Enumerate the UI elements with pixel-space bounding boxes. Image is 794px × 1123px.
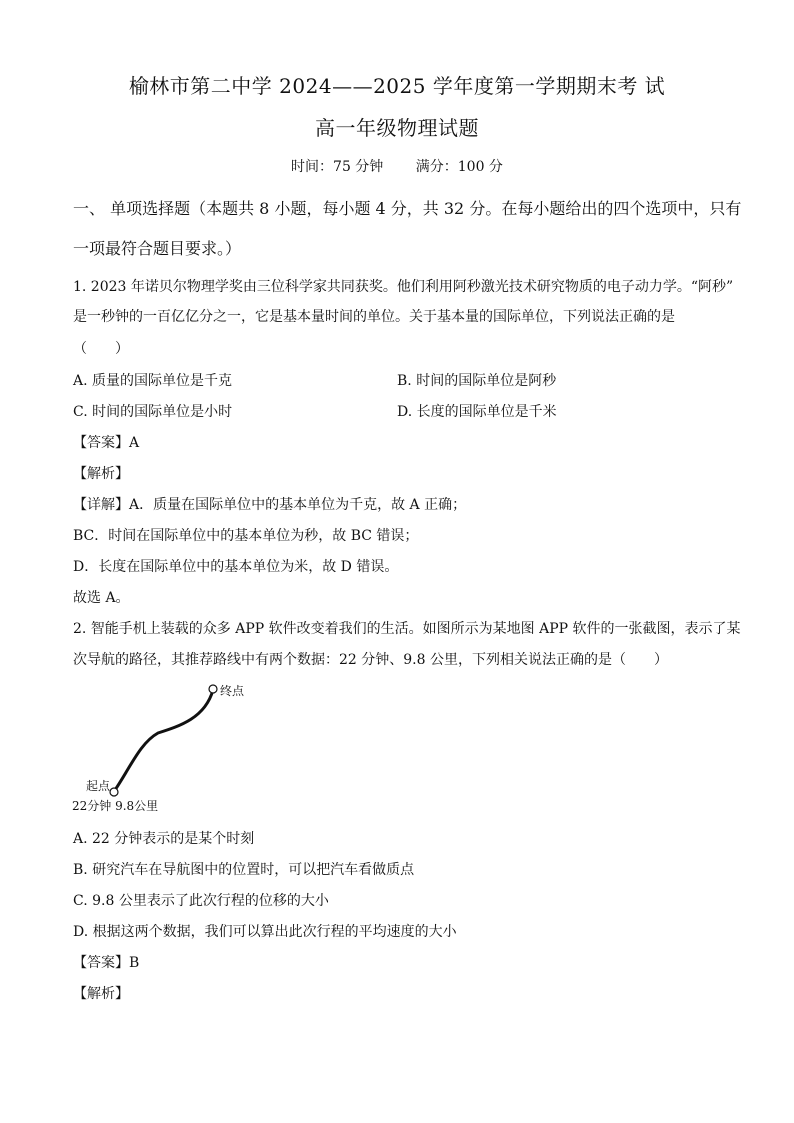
q1-option-a: A. 质量的国际单位是千克: [73, 373, 233, 389]
exam-time: 时间：75 分钟: [291, 159, 384, 175]
q2-answer: 【答案】B: [73, 955, 140, 971]
exam-subtitle: 高一年级物理试题: [315, 116, 479, 140]
section-heading-cont: 一项最符合题目要求。）: [73, 239, 242, 258]
q2-option-a: A. 22 分钟表示的是某个时刻: [73, 831, 255, 847]
q1-detail-3: D．长度在国际单位中的基本单位为米，故 D 错误。: [73, 559, 399, 575]
start-label: 起点: [86, 779, 111, 793]
q2-option-d: D. 根据这两个数据，我们可以算出此次行程的平均速度的大小: [73, 924, 457, 940]
q1-answer: 【答案】A: [73, 435, 140, 451]
section-heading: 一、 单项选择题（本题共 8 小题，每小题 4 分，共 32 分。在每小题给出的四个选项中，只有: [73, 199, 742, 218]
q1-stem-1: 1. 2023 年诺贝尔物理学奖由三位科学家共同获奖。他们利用阿秒激光技术研究物质的电子动力学。“阿秒”: [73, 279, 734, 295]
q2-stem-2: 次导航的路径，其推荐路线中有两个数据：22 分钟、9.8 公里，下列相关说法正确的是（ ）: [73, 652, 668, 668]
exam-meta: [0, 156, 794, 176]
start-point-marker: [110, 788, 118, 796]
route-diagram: [60, 678, 260, 818]
q1-bracket: （ ）: [73, 341, 129, 357]
exam-score: 满分：100 分: [415, 159, 503, 175]
exam-title: 榆林市第二中学 2024——2025 学年度第一学期期末考 试: [128, 74, 666, 98]
q2-option-c: C. 9.8 公里表示了此次行程的位移的大小: [73, 893, 329, 909]
q1-option-c: C. 时间的国际单位是小时: [73, 404, 233, 420]
q1-stem-2: 是一秒钟的一百亿亿分之一，它是基本量时间的单位。关于基本量的国际单位，下列说法正确的是: [73, 309, 675, 325]
q2-stem-1: 2. 智能手机上装载的众多 APP 软件改变着我们的生活。如图所示为某地图 APP 软件的一张截图，表示了某: [73, 621, 741, 637]
q2-option-b: B. 研究汽车在导航图中的位置时，可以把汽车看做质点: [73, 862, 415, 878]
route-path: [115, 690, 213, 790]
q1-conclusion: 故选 A。: [73, 590, 130, 606]
q1-option-b: B. 时间的国际单位是阿秒: [397, 373, 557, 389]
end-point-marker: [209, 685, 217, 693]
end-label: 终点: [220, 684, 245, 698]
route-info-label: 22分钟 9.8公里: [72, 799, 159, 813]
q1-option-d: D. 长度的国际单位是千米: [397, 404, 557, 420]
q2-analysis: 【解析】: [73, 986, 129, 1002]
q1-analysis: 【解析】: [73, 466, 129, 482]
q1-detail-2: BC．时间在国际单位中的基本单位为秒，故 BC 错误；: [73, 528, 419, 544]
q1-detail-1: 【详解】A．质量在国际单位中的基本单位为千克，故 A 正确；: [73, 497, 467, 513]
